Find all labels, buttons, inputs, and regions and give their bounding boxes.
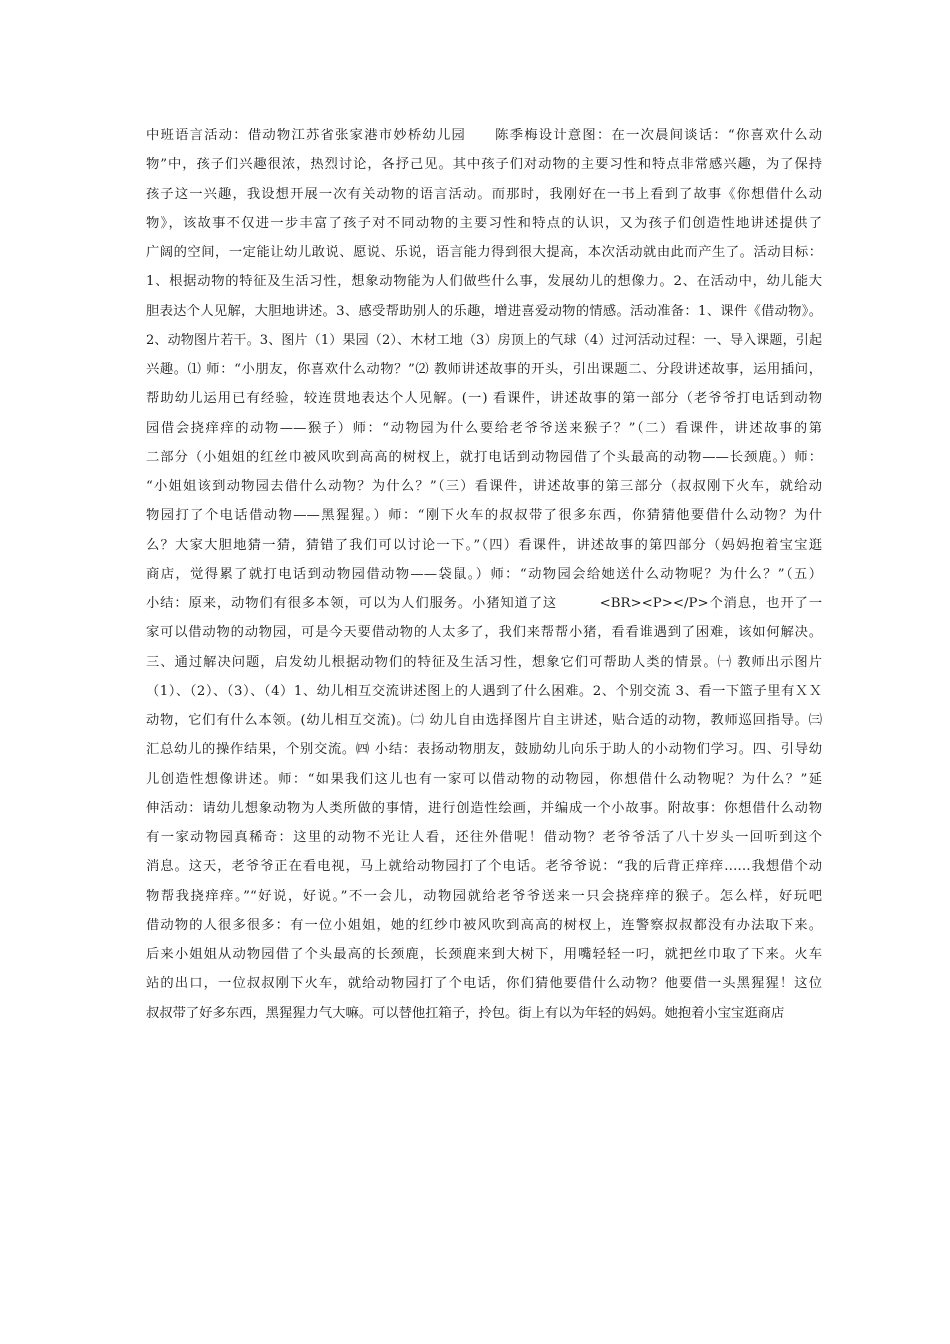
text-line: 2、动物图片若干。3、图片（1）果园（2）、木材工地（3）房顶上的气球（4）过河活动过程：一、导入课题，引起 [146, 332, 822, 348]
text-line: 汇总幼儿的操作结果，个别交流。㈣ 小结：表扬动物朋友，鼓励幼儿向乐于助人的小动物们学习。四、引导幼 [146, 742, 822, 758]
text-line: 兴趣。⑴ 师：“小朋友，你喜欢什么动物？”⑵ 教师讲述故事的开头，引出课题二、分段讲述故事，运用插问， [146, 362, 822, 377]
text-line: 借动物的人很多很多：有一位小姐姐，她的红纱巾被风吹到高高的树杈上，连警察叔叔都没有办法取下来。 [146, 917, 822, 933]
text-line: 消息。这天，老爷爷正在看电视，马上就给动物园打了个电话。老爷爷说：“我的后背正痒痒……我想借个动 [146, 859, 822, 875]
text-line: 孩子这一兴趣，我设想开展一次有关动物的语言活动。而那时，我刚好在一书上看到了故事《你想借什么动 [146, 186, 822, 202]
document-body [146, 121, 822, 1028]
text-line: 二部分（小姐姐的红丝巾被风吹到高高的树杈上，就打电话到动物园借了个头最高的动物——长颈鹿。）师： [146, 449, 822, 465]
text-line: 广阔的空间，一定能让幼儿敢说、愿说、乐说，语言能力得到很大提高，本次活动就由此而产生了。活动目标： [146, 245, 822, 260]
text-line: 帮助幼儿运用已有经验，较连贯地表达个人见解。(一) 看课件，讲述故事的第一部分（老爷爷打电话到动物 [146, 391, 822, 407]
text-line: 1、根据动物的特征及生活习性，想象动物能为人们做些什么事，发展幼儿的想像力。2、在活动中，幼儿能大 [146, 274, 822, 290]
text-line: 小结：原来，动物们有很多本领，可以为人们服务。小猪知道了这 <BR><P></P>个消息，也开了一 [146, 596, 822, 611]
text-line: （1）、（2）、（3）、（4）1、幼儿相互交流讲述图上的人遇到了什么困难。2、个别交流 3、看一下篮子里有ＸＸ [146, 683, 822, 699]
text-line: 么？大家大胆地猜一猜，猜错了我们可以讨论一下。”（四）看课件，讲述故事的第四部分（妈妈抱着宝宝逛 [146, 537, 822, 553]
text-line: 儿创造性想像讲述。师：“如果我们这儿也有一家可以借动物的动物园，你想借什么动物呢？为什么？”延 [146, 771, 822, 787]
text-line: 物帮我挠痒痒。”“好说，好说。”不一会儿，动物园就给老爷爷送来一只会挠痒痒的猴子。怎么样，好玩吧 [146, 888, 822, 904]
text-line: 园借会挠痒痒的动物——猴子）师：“动物园为什么要给老爷爷送来猴子？”（二）看课件，讲述故事的第 [146, 420, 822, 436]
text-line: 胆表达个人见解，大胆地讲述。3、感受帮助别人的乐趣，增进喜爱动物的情感。活动准备：1、课件《借动物》。 [146, 303, 822, 319]
text-line: “小姐姐该到动物园去借什么动物？为什么？”（三）看课件，讲述故事的第三部分（叔叔刚下火车，就给动 [146, 479, 822, 494]
text-line: 商店，觉得累了就打电话到动物园借动物——袋鼠。）师：“动物园会给她送什么动物呢？为什么？”（五） [146, 566, 822, 582]
text-line: 伸活动：请幼儿想象动物为人类所做的事情，进行创造性绘画，并编成一个小故事。附故事：你想借什么动物 [146, 800, 822, 816]
text-line: 中班语言活动：借动物江苏省张家港市妙桥幼儿园 陈季梅设计意图：在一次晨间谈话：“你喜欢什么动 [146, 128, 822, 143]
text-line: 后来小姐姐从动物园借了个头最高的长颈鹿，长颈鹿来到大树下，用嘴轻轻一叼，就把丝巾取了下来。火车 [146, 947, 822, 962]
text-line: 三、通过解决问题，启发幼儿根据动物们的特征及生活习性，想象它们可帮助人类的情景。㈠ 教师出示图片 [146, 654, 822, 670]
text-line: 动物，它们有什么本领。(幼儿相互交流)。㈡ 幼儿自由选择图片自主讲述，贴合适的动物，教师巡回指导。㈢ [146, 713, 822, 728]
text-line: 站的出口，一位叔叔刚下火车，就给动物园打了个电话，你们猜他要借什么动物？他要借一头黑猩猩！这位 [146, 976, 822, 992]
text-line: 物》，该故事不仅进一步丰富了孩子对不同动物的主要习性和特点的认识，又为孩子们创造性地讲述提供了 [146, 215, 822, 231]
text-line: 叔叔带了好多东西，黑猩猩力气大嘛。可以替他扛箱子，拎包。街上有以为年轻的妈妈。她抱着小宝宝逛商店 [146, 1005, 785, 1021]
text-line: 物园打了个电话借动物——黑猩猩。）师：“刚下火车的叔叔带了很多东西，你猜猜他要借什么动物？为什 [146, 508, 822, 524]
text-line: 有一家动物园真稀奇：这里的动物不光让人看，还往外借呢！借动物？老爷爷活了八十岁头一回听到这个 [146, 830, 822, 845]
text-line: 家可以借动物的动物园，可是今天要借动物的人太多了，我们来帮帮小猪，看看谁遇到了困难，该如何解决。 [146, 625, 822, 641]
text-line: 物”中，孩子们兴趣很浓，热烈讨论，各抒己见。其中孩子们对动物的主要习性和特点非常感兴趣，为了保持 [146, 157, 822, 173]
